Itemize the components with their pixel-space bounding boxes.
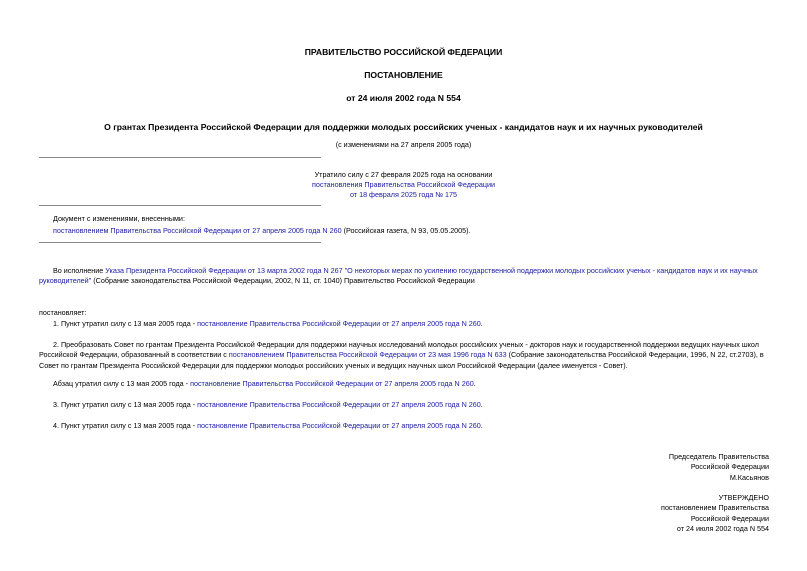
item-3-text: 3. Пункт утратил силу с 13 мая 2005 года -	[53, 400, 198, 409]
item-3-dot: .	[480, 400, 483, 409]
revision-note: (с изменениями на 27 апреля 2005 года)	[335, 140, 472, 149]
signature-org: Российской Федерации	[690, 462, 769, 472]
divider	[39, 157, 321, 158]
item-3-link[interactable]: постановление Правительства Российской Федерации от 27 апреля 2005 года N 260	[197, 400, 481, 409]
government-title: ПРАВИТЕЛЬСТВО РОССИЙСКОЙ ФЕДЕРАЦИИ	[304, 47, 503, 57]
document-date: от 24 июля 2002 года N 554	[346, 93, 461, 103]
item-4-text: 4. Пункт утратил силу с 13 мая 2005 года -	[53, 421, 198, 430]
document-title: О грантах Президента Российской Федерации для поддержки молодых российских ученых - кандидатов наук и их научных руководителей	[104, 122, 703, 132]
item-2-tail: (Собрание законодательства Российской Федерации, 1996, N 22, ст.2703), в Совет по грантам Президента Российской Федерации для поддержки молодых российских ученых и ведущих научных школ Российской Федерации (далее именуется - Совет).	[39, 350, 764, 370]
expiry-link-2[interactable]: от 18 февраля 2025 года № 175	[349, 190, 458, 199]
document-type: ПОСТАНОВЛЕНИЕ	[364, 70, 443, 80]
item-2-link[interactable]: постановлением Правительства Российской Федерации от 23 мая 1996 года N 633	[228, 350, 507, 360]
amendment-link[interactable]: постановлением Правительства Российской Федерации от 27 апреля 2005 года N 260	[53, 226, 342, 235]
expiry-link-1[interactable]: постановления Правительства Российской Федерации	[311, 180, 496, 189]
item-2b	[39, 379, 771, 389]
item-4-dot: .	[480, 421, 483, 430]
approved-block	[661, 493, 769, 535]
signature-position: Председатель Правительства	[668, 452, 769, 461]
approved-by: постановлением Правительства	[661, 503, 769, 513]
item-2b-link[interactable]: постановление Правительства Российской Федерации от 27 апреля 2005 года N 260	[190, 379, 474, 388]
item-1	[39, 319, 771, 329]
amendment-source: (Российская газета, N 93, 05.05.2005).	[341, 226, 471, 235]
divider	[39, 205, 321, 206]
item-4-link[interactable]: постановление Правительства Российской Федерации от 27 апреля 2005 года N 260	[197, 421, 481, 430]
signature-name: М.Касьянов	[729, 472, 769, 482]
approved-date: от 24 июля 2002 года N 554	[676, 524, 769, 534]
item-1-text: 1. Пункт утратил силу с 13 мая 2005 года -	[53, 319, 198, 328]
amended-line	[53, 226, 471, 236]
item-3	[39, 400, 771, 410]
item-4	[39, 421, 771, 431]
preamble-tail: (Собрание законодательства Российской Федерации, 2002, N 11, ст. 1040) Правительство Российской Федерации	[91, 276, 475, 286]
expiry-note: Утратило силу с 27 февраля 2025 года на основании	[314, 170, 493, 179]
amended-label: Документ с изменениями, внесенными:	[53, 214, 185, 223]
resolves: постановляет:	[39, 308, 87, 317]
item-2b-text: Абзац утратил силу с 13 мая 2005 года -	[53, 379, 191, 388]
item-1-dot: .	[480, 319, 483, 328]
item-2b-dot: .	[473, 379, 476, 388]
preamble	[39, 266, 771, 287]
item-1-link[interactable]: постановление Правительства Российской Федерации от 27 апреля 2005 года N 260	[197, 319, 481, 328]
approved-org: Российской Федерации	[690, 513, 769, 523]
divider	[39, 242, 321, 243]
preamble-lead: Во исполнение	[53, 266, 106, 275]
approved-title: УТВЕРЖДЕНО	[718, 493, 769, 502]
item-2-text: 2. Преобразовать Совет по грантам Президента Российской Федерации для поддержки научных исследований молодых российских ученых - докторов наук и государственной поддержки ведущих научных школ Российской Федерации, образованный в соответствии с	[39, 340, 759, 360]
item-2	[39, 340, 771, 371]
decree-link[interactable]: Указа Президента Российской Федерации от 13 марта 2002 года N 267 "О некоторых мерах по усилению государственной поддержки молодых российских ученых - кандидатов наук и их научных руководителей"	[39, 266, 758, 286]
signature-block	[669, 452, 769, 483]
